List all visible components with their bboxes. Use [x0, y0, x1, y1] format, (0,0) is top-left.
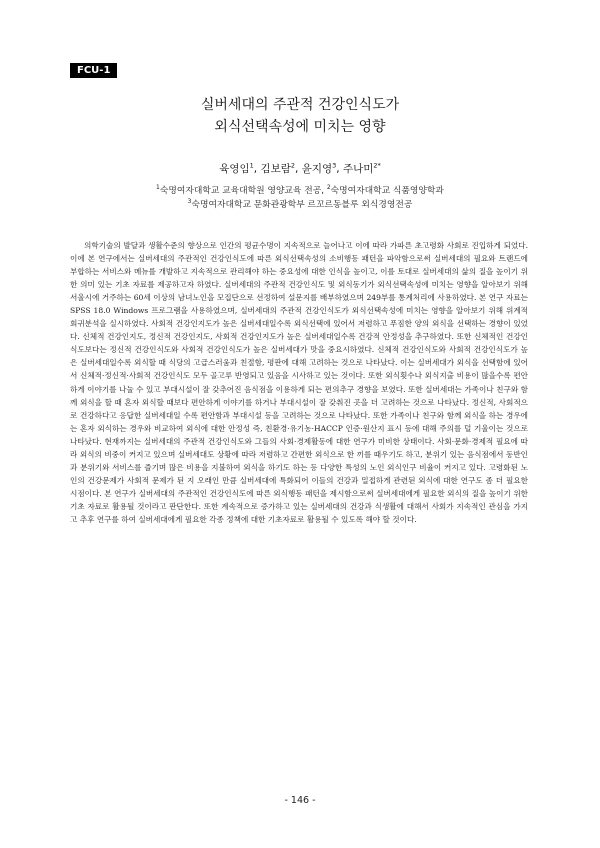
author-separator: ,: [336, 163, 343, 175]
author-list: [0, 161, 600, 176]
affiliation-text: 숙명여자대학교 식품영양학과: [330, 186, 444, 196]
author-affiliation-mark: 2*: [373, 161, 381, 170]
author-affiliation-mark: 2: [290, 161, 296, 170]
affiliation-line-2: [0, 197, 600, 210]
author-name: 윤지영: [301, 163, 333, 175]
paper-title-line-2: 외식선택속성에 미치는 영향: [214, 119, 386, 135]
affiliation-line-1: [0, 183, 600, 196]
author-name: 주나미: [342, 163, 374, 175]
author-name: 육영임: [219, 163, 250, 175]
abstract-body: 의학기술의 발달과 생활수준의 향상으로 인간의 평균수명이 지속적으로 늘어나고 이에 따라 가파른 초고령화 사회로 진입하게 되었다. 이에 본 연구에서는 실버세대의 주관적인 건강인식도에 따른 외식선택속성의 소비행동 패턴을 파악함으로써 실버세대의 필요와 트랜드에 부합하는 서비스와 메뉴를 개발하고 지속적으로 관리해야 하는 중요성에 대한 인식을 높이고, 이를 토대로 실버세대의 삶의 질을 높이기 위한 의미 있는 기초 자료를 제공하고자 하였다. 실버세대의 주관적 건강인식도 및 외식동기가 외식선택속성에 미치는 영향을 알아보기 위해 서울시에 거주하는 60세 이상의 남녀노인을 모집단으로 선정하여 설문지를 배부하였으며 249부를 통계처리에 사용하였다. 본 연구 자료는 SPSS 18.0 Windows 프로그램을 사용하였으며, 실버세대의 주관적 건강인식도가 외식선택속성에 미치는 영향을 알아보기 위해 위계적 회귀분석을 실시하였다. 사회적 건강인지도가 높은 실버세대일수록 외식선택에 있어서 저렴하고 푸짐한 양의 외식을 선택하는 경향이 있었다. 신체적 건강인지도, 정신적 건강인지도, 사회적 건강인지도가 높은 실버세대일수록 건강적 안정성을 추구하였다. 또한 신체적인 건강인식도보다는 정신적 건강인식도와 사회적 건강인식도가 높은 실버세대가 맛을 중요시하였다. 신체적 건강인식도와 사회적 건강인식도가 높은 실버세대일수록 외식할 때 식당의 고급스러움과 친절함, 평판에 대해 고려하는 것으로 나타났다. 이는 실버세대가 외식을 선택함에 있어서 신체적·정신적·사회적 건강인식도 모두 골고루 반영되고 있음을 시사하고 있는 것이다. 또한 외식횟수나 외식지출 비용이 많을수록 편안하게 이야기를 나눌 수 있고 부대시설이 잘 갖추어진 음식점을 이용하게 되는 편의추구 경향을 보였다. 또한 실버세대는 가족이나 친구와 함께 외식을 할 때 혼자 외식할 때보다 편안하게 이야기를 하거나 부대시설이 잘 갖춰진 곳을 더 고려하는 것으로 나타났다. 정신적, 사회적으로 건강하다고 응답한 실버세대일 수록 편안함과 부대시설 등을 고려하는 것으로 나타났다. 또한 가족이나 친구와 함께 외식을 하는 경우에는 혼자 외식하는 경우와 비교하여 외식에 대한 안정성 즉, 친환경·유기농·HACCP 인증·원산지 표시 등에 대해 주의를 덜 기울이는 것으로 나타났다. 현재까지는 실버세대의 주관적 건강인식도와 그들의 사회·경제활동에 대한 연구가 미비한 상태이다. 사회·문화·경제적 필요에 따라 외식의 비중이 커지고 있으며 실버세대도 상황에 따라 저렴하고 간편한 외식으로 한 끼를 때우기도 하고, 분위기 있는 음식점에서 동반인과 분위기와 서비스를 즐기며 많은 비용을 지불하여 외식을 하기도 하는 등 다양한 특성의 노인 외식인구 비율이 커지고 있다. 고령화된 노인의 건강문제가 사회적 문제가 된 지 오래인 만큼 실버세대에 특화되어 이들의 건강과 밀접하게 관련된 외식에 대한 연구도 좀 더 필요한 시점이다. 본 연구가 실버세대의 주관적인 건강인식도에 따른 외식행동 패턴을 제시함으로써 실버세대에게 필요한 외식의 질을 높이기 위한 기초 자료로 활용될 것이라고 판단한다. 또한 계속적으로 증가하고 있는 실버세대의 건강과 식생활에 대해서 사회가 지속적인 관심을 가지고 추후 연구를 하여 실버세대에게 필요한 각종 정책에 대한 기초자료로 활용될 수 있도록 해야 할 것이다.: [70, 241, 529, 524]
affiliation-text: 숙명여자대학교 교육대학원 영양교육 전공,: [159, 186, 327, 196]
paper-title-line-1: 실버세대의 주관적 건강인식도가: [200, 97, 400, 113]
author-name: 김보람: [260, 163, 291, 175]
author-affiliation-mark: 1: [249, 161, 254, 170]
affiliation-mark: 2: [326, 184, 331, 192]
affiliation-text: 숙명여자대학교 문화관광학부 르꼬르동블루 외식경영전공: [191, 200, 413, 210]
page-number: - 146 -: [284, 795, 316, 806]
affiliation-mark: 1: [156, 184, 160, 192]
author-separator: ,: [295, 163, 302, 175]
author-separator: ,: [253, 163, 261, 175]
session-tag: FCU-1: [70, 63, 117, 78]
author-affiliation-mark: 3: [332, 161, 337, 170]
affiliation-mark: 3: [187, 198, 192, 206]
